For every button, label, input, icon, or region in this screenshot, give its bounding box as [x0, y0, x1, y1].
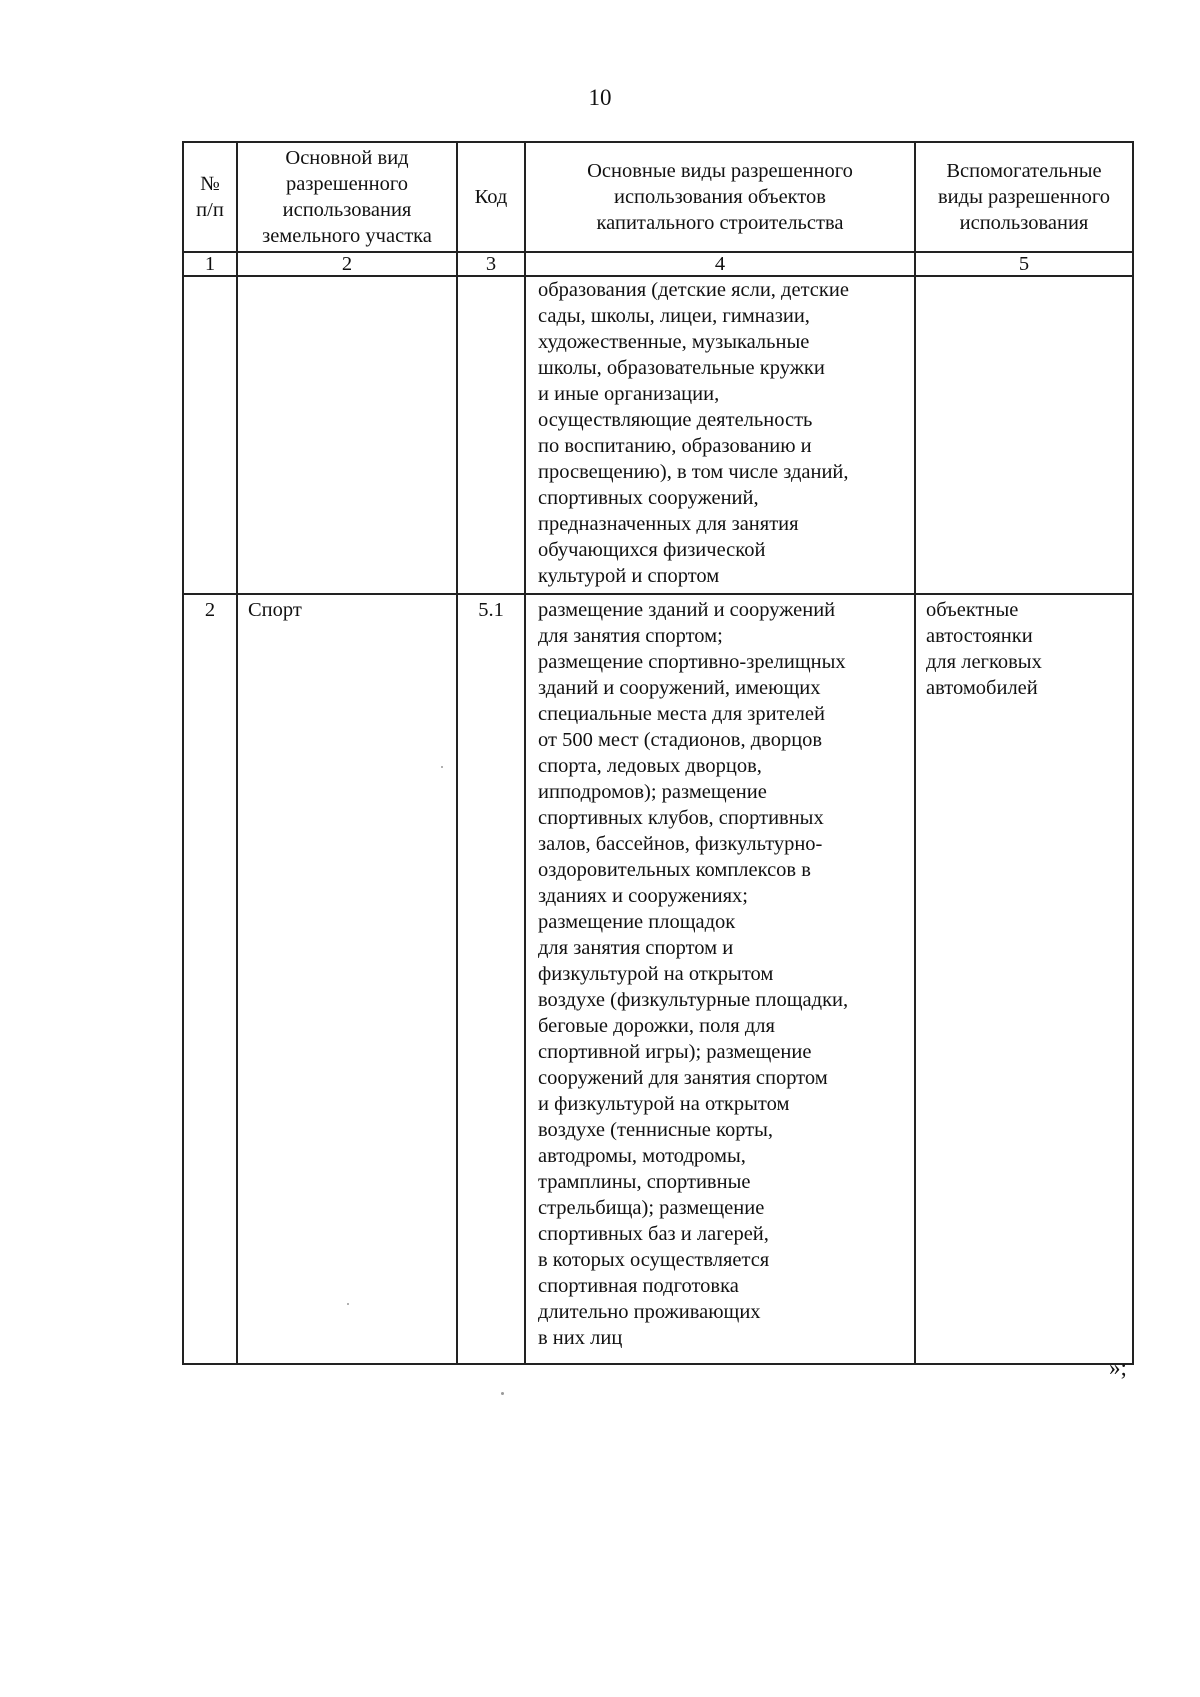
scan-speck	[347, 1303, 349, 1305]
main-uses-lines	[538, 597, 908, 1351]
header-main-use-type: Основной вид разрешенного использования земельного участка	[237, 142, 457, 252]
text-line: для легковых	[926, 651, 1042, 673]
text-line: культурой и спортом	[538, 565, 720, 587]
page-number: 10	[588, 85, 612, 110]
column-number: 5	[915, 252, 1133, 276]
text-line: спортивная подготовка	[538, 1275, 739, 1297]
table-header-row	[183, 142, 1133, 252]
text-line: специальные места для зрителей	[538, 703, 825, 725]
text-line: автостоянки	[926, 625, 1033, 647]
text-line: в них лиц	[538, 1327, 623, 1349]
text-line: спортивной игры); размещение	[538, 1041, 812, 1063]
row-main-uses	[525, 276, 915, 594]
row-use-name	[237, 276, 457, 594]
main-uses-lines	[538, 277, 908, 589]
text-line: автодромы, мотодромы,	[538, 1145, 746, 1167]
text-line: размещение спортивно-зрелищных	[538, 651, 846, 673]
header-number: № п/п	[183, 142, 237, 252]
text-line: ипподромов); размещение	[538, 781, 767, 803]
closing-quote-mark: »;	[1109, 1355, 1127, 1380]
row-number: 2	[183, 594, 237, 1364]
row-code	[457, 276, 525, 594]
text-line: и иные организации,	[538, 383, 720, 405]
text-line: оздоровительных комплексов в	[538, 859, 811, 881]
text-line: в которых осуществляется	[538, 1249, 770, 1271]
text-line: длительно проживающих	[538, 1301, 761, 1323]
row-auxiliary-uses	[915, 594, 1133, 1364]
header-code: Код	[457, 142, 525, 252]
text-line: спортивных баз и лагерей,	[538, 1223, 769, 1245]
header-main-uses: Основные виды разрешенного использования объектов капитального строительства	[525, 142, 915, 252]
text-line: автомобилей	[926, 677, 1038, 699]
aux-uses-lines	[926, 597, 1132, 701]
text-line: размещение площадок	[538, 911, 736, 933]
row-main-uses	[525, 594, 915, 1364]
table-row	[183, 276, 1133, 594]
text-line: образования (детские ясли, детские	[538, 279, 849, 301]
column-number: 1	[183, 252, 237, 276]
text-line: обучающихся физической	[538, 539, 766, 561]
text-line: спорта, ледовых дворцов,	[538, 755, 762, 777]
text-line: трамплины, спортивные	[538, 1171, 751, 1193]
text-line: по воспитанию, образованию и	[538, 435, 812, 457]
column-number: 2	[237, 252, 457, 276]
text-line: воздухе (теннисные корты,	[538, 1119, 774, 1141]
text-line: зданиях и сооружениях;	[538, 885, 748, 907]
header-auxiliary-uses: Вспомогательные виды разрешенного использования	[915, 142, 1133, 252]
text-line: художественные, музыкальные	[538, 331, 810, 353]
text-line: сооружений для занятия спортом	[538, 1067, 828, 1089]
text-line: для занятия спортом и	[538, 937, 734, 959]
text-line: осуществляющие деятельность	[538, 409, 813, 431]
text-line: физкультурой на открытом	[538, 963, 774, 985]
text-line: объектные	[926, 599, 1019, 621]
text-line: размещение зданий и сооружений	[538, 599, 836, 621]
text-line: от 500 мест (стадионов, дворцов	[538, 729, 823, 751]
text-line: спортивных клубов, спортивных	[538, 807, 824, 829]
row-auxiliary-uses	[915, 276, 1133, 594]
table-row	[183, 594, 1133, 1364]
column-number: 3	[457, 252, 525, 276]
text-line: зданий и сооружений, имеющих	[538, 677, 821, 699]
row-number	[183, 276, 237, 594]
text-line: стрельбища); размещение	[538, 1197, 765, 1219]
column-number: 4	[525, 252, 915, 276]
scan-speck	[441, 766, 443, 768]
text-line: залов, бассейнов, физкультурно-	[538, 833, 823, 855]
scan-speck	[501, 1392, 504, 1395]
text-line: для занятия спортом;	[538, 625, 723, 647]
text-line: и физкультурой на открытом	[538, 1093, 790, 1115]
text-line: воздухе (физкультурные площадки,	[538, 989, 849, 1011]
text-line: школы, образовательные кружки	[538, 357, 825, 379]
text-line: беговые дорожки, поля для	[538, 1015, 775, 1037]
row-use-name: Спорт	[237, 594, 457, 1364]
text-line: сады, школы, лицеи, гимназии,	[538, 305, 810, 327]
text-line: спортивных сооружений,	[538, 487, 759, 509]
text-line: просвещению), в том числе зданий,	[538, 461, 849, 483]
column-numbers-row	[183, 252, 1133, 276]
text-line: предназначенных для занятия	[538, 513, 799, 535]
land-use-table	[182, 141, 1134, 1365]
row-code: 5.1	[457, 594, 525, 1364]
